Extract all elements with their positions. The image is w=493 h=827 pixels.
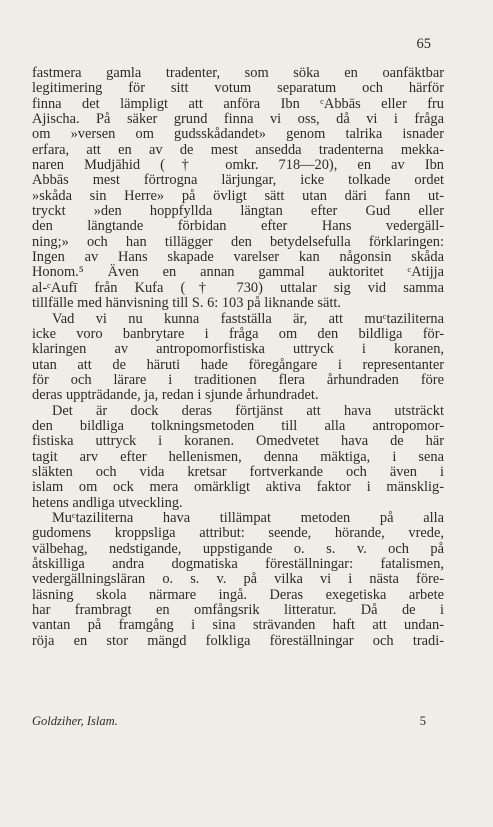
text-line: vedergällningsläran o. s. v. på vilka vi i nästa före- [32, 571, 444, 588]
text-line: tillfälle med hänvisning till S. 6: 103 på liknande sätt. [32, 295, 341, 312]
text-line: »skåda sin Herre» på övligt sätt utan däri fann ut- [32, 187, 444, 204]
text-line: islam om ock mera omärkligt aktiva faktor i mänsklig- [32, 479, 444, 496]
text-line: hetens andliga utveckling. [32, 494, 183, 511]
text-line: finna det lämpligt att anföra Ibn ᶜAbbās eller fru [32, 95, 444, 112]
text-line: läsning skola närmare ingå. Deras exegetiska arbete [32, 586, 444, 603]
text-line: den längtande förbidan efter Hans vedergäll- [32, 218, 444, 235]
text-line: al-ᶜAufī från Kufa († 730) uttalar sig vid samma [32, 279, 444, 296]
footer-signature: Goldziher, Islam. [32, 714, 118, 728]
text-line: Vad vi nu kunna fastställa är, att muᶜtaziliterna [52, 310, 444, 327]
text-line: Ingen av Hans skapade varelser kan någonsin skåda [32, 249, 444, 266]
text-line: tagit arv efter hellenismen, denna mäktiga, i sena [32, 448, 444, 465]
text-line: Muᶜtaziliterna hava tillämpat metoden på alla [52, 509, 444, 526]
footer-sheet-number: 5 [419, 714, 426, 728]
text-line: erfara, att en av de mest ansedda tradenterna mekka- [32, 141, 444, 158]
text-line: välbehag, nedstigande, uppstigande o. s. v. och på [32, 540, 444, 557]
text-line: om »versen om gudsskådandet» genom talrika isnader [32, 126, 444, 143]
text-line: för och lärare i traditionen flera århundraden före [32, 371, 444, 388]
text-line: Honom.⁵ Även en annan gammal auktoritet ᶜAtijja [32, 264, 444, 281]
text-line: åtskilliga andra dogmatiska föreställningar: fatalismen, [32, 556, 444, 572]
text-line: vantan på framgång i sina strävanden haft att undan- [32, 617, 444, 634]
text-line: fastmera gamla tradenter, som söka en oanfäktbar [32, 65, 444, 81]
page-footer [32, 714, 444, 729]
text-line: tryckt »den hoppfyllda längtan efter Gud eller [32, 203, 444, 220]
text-line: släkten och vida kretsar fortverkande och även i [32, 463, 444, 480]
text-line: deras uppträdande, ja, redan i sjunde århundradet. [32, 387, 319, 404]
text-line: Abbās mest förtrogna lärjungar, icke tolkade ordet [32, 172, 444, 189]
page-number: 65 [416, 36, 431, 52]
text-line: utan att de häruti hade föregångare i representanter [32, 356, 444, 373]
text-line: fistiska uttryck i koranen. Omedvetet hava de här [32, 433, 444, 450]
text-line: naren Mudjāhid († omkr. 718—20), en av Ibn [32, 157, 444, 174]
text-line: den bildliga tolkningsmetoden till alla antropomor- [32, 417, 444, 434]
text-line: klaringen av antropomorfistiska uttryck i koranen, [32, 341, 444, 358]
text-line: ning;» och han tillägger den betydelsefulla förklaringen: [32, 233, 444, 250]
text-line: har frambragt en omfångsrik litteratur. Då de i [32, 602, 444, 619]
text-line: Det är dock deras förtjänst att hava utsträckt [52, 402, 444, 419]
text-line: gudomens kroppsliga attribut: seende, hörande, vrede, [32, 525, 444, 542]
text-line: röja en stor mängd folkliga föreställningar och tradi- [32, 632, 444, 649]
text-line: Ajischa. På säker grund finna vi oss, då vi i fråga [32, 111, 444, 128]
body-text [32, 66, 444, 649]
text-line: legitimering för sitt votum separatum och härför [32, 80, 444, 97]
text-line: icke voro banbrytare i fråga om den bildliga för- [32, 325, 444, 342]
